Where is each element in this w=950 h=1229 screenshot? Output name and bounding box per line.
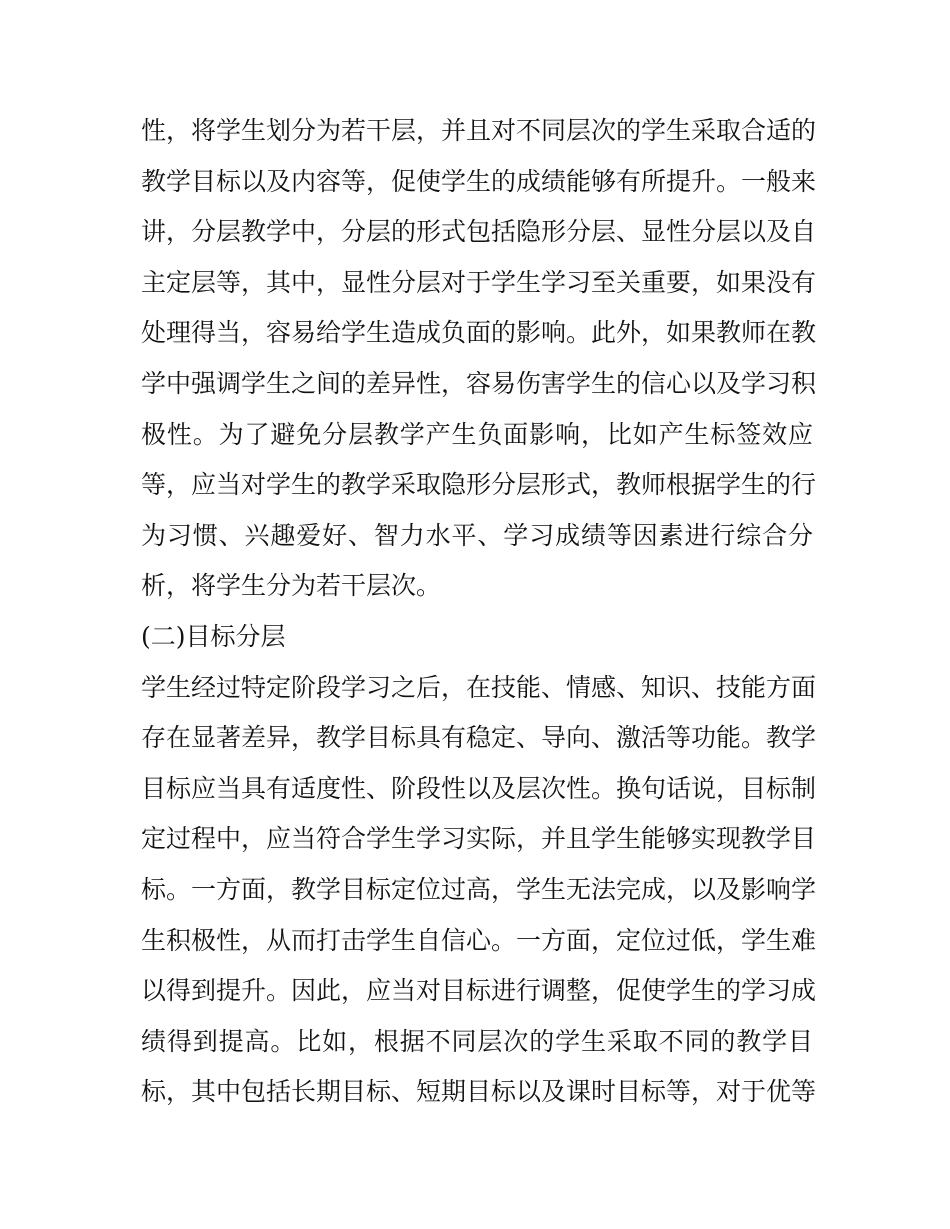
text-line: 极性。为了避免分层教学产生负面影响，比如产生标签效应 [141,419,813,449]
text-line: 学中强调学生之间的差异性，容易伤害学生的信心以及学习积 [141,368,817,398]
text-line: 教学目标以及内容等，促使学生的成绩能够有所提升。一般来 [141,166,817,196]
text-line: 目标应当具有适度性、阶段性以及层次性。换句话说，目标制 [141,773,817,803]
text-line: 标。一方面，教学目标定位过高，学生无法完成，以及影响学 [141,874,817,904]
text-line: 存在显著差异，教学目标具有稳定、导向、激活等功能。教学 [141,723,817,753]
document-body [141,106,817,1118]
text-line: 以得到提升。因此，应当对目标进行调整，促使学生的学习成 [141,976,817,1006]
text-line: 析，将学生分为若干层次。 [141,571,442,601]
text-line: 处理得当，容易给学生造成负面的影响。此外，如果教师在教 [141,318,817,348]
text-line: 生积极性，从而打击学生自信心。一方面，定位过低，学生难 [141,925,817,955]
text-line: 等，应当对学生的教学采取隐形分层形式，教师根据学生的行 [141,470,817,500]
text-line: 学生经过特定阶段学习之后，在技能、情感、知识、技能方面 [141,672,817,702]
text-line: 绩得到提高。比如，根据不同层次的学生采取不同的教学目 [141,1026,813,1056]
text-line: 性，将学生划分为若干层，并且对不同层次的学生采取合适的 [141,116,817,145]
text-line: 讲，分层教学中，分层的形式包括隐形分层、显性分层以及自 [141,217,817,247]
text-line: 标，其中包括长期目标、短期目标以及课时目标等，对于优等 [141,1077,817,1107]
section-heading: (二)目标分层 [141,621,286,651]
text-line: 主定层等，其中，显性分层对于学生学习至关重要，如果没有 [141,267,817,297]
text-line: 为习惯、兴趣爱好、智力水平、学习成绩等因素进行综合分 [141,520,813,550]
text-line: 定过程中，应当符合学生学习实际，并且学生能够实现教学目 [141,824,817,854]
